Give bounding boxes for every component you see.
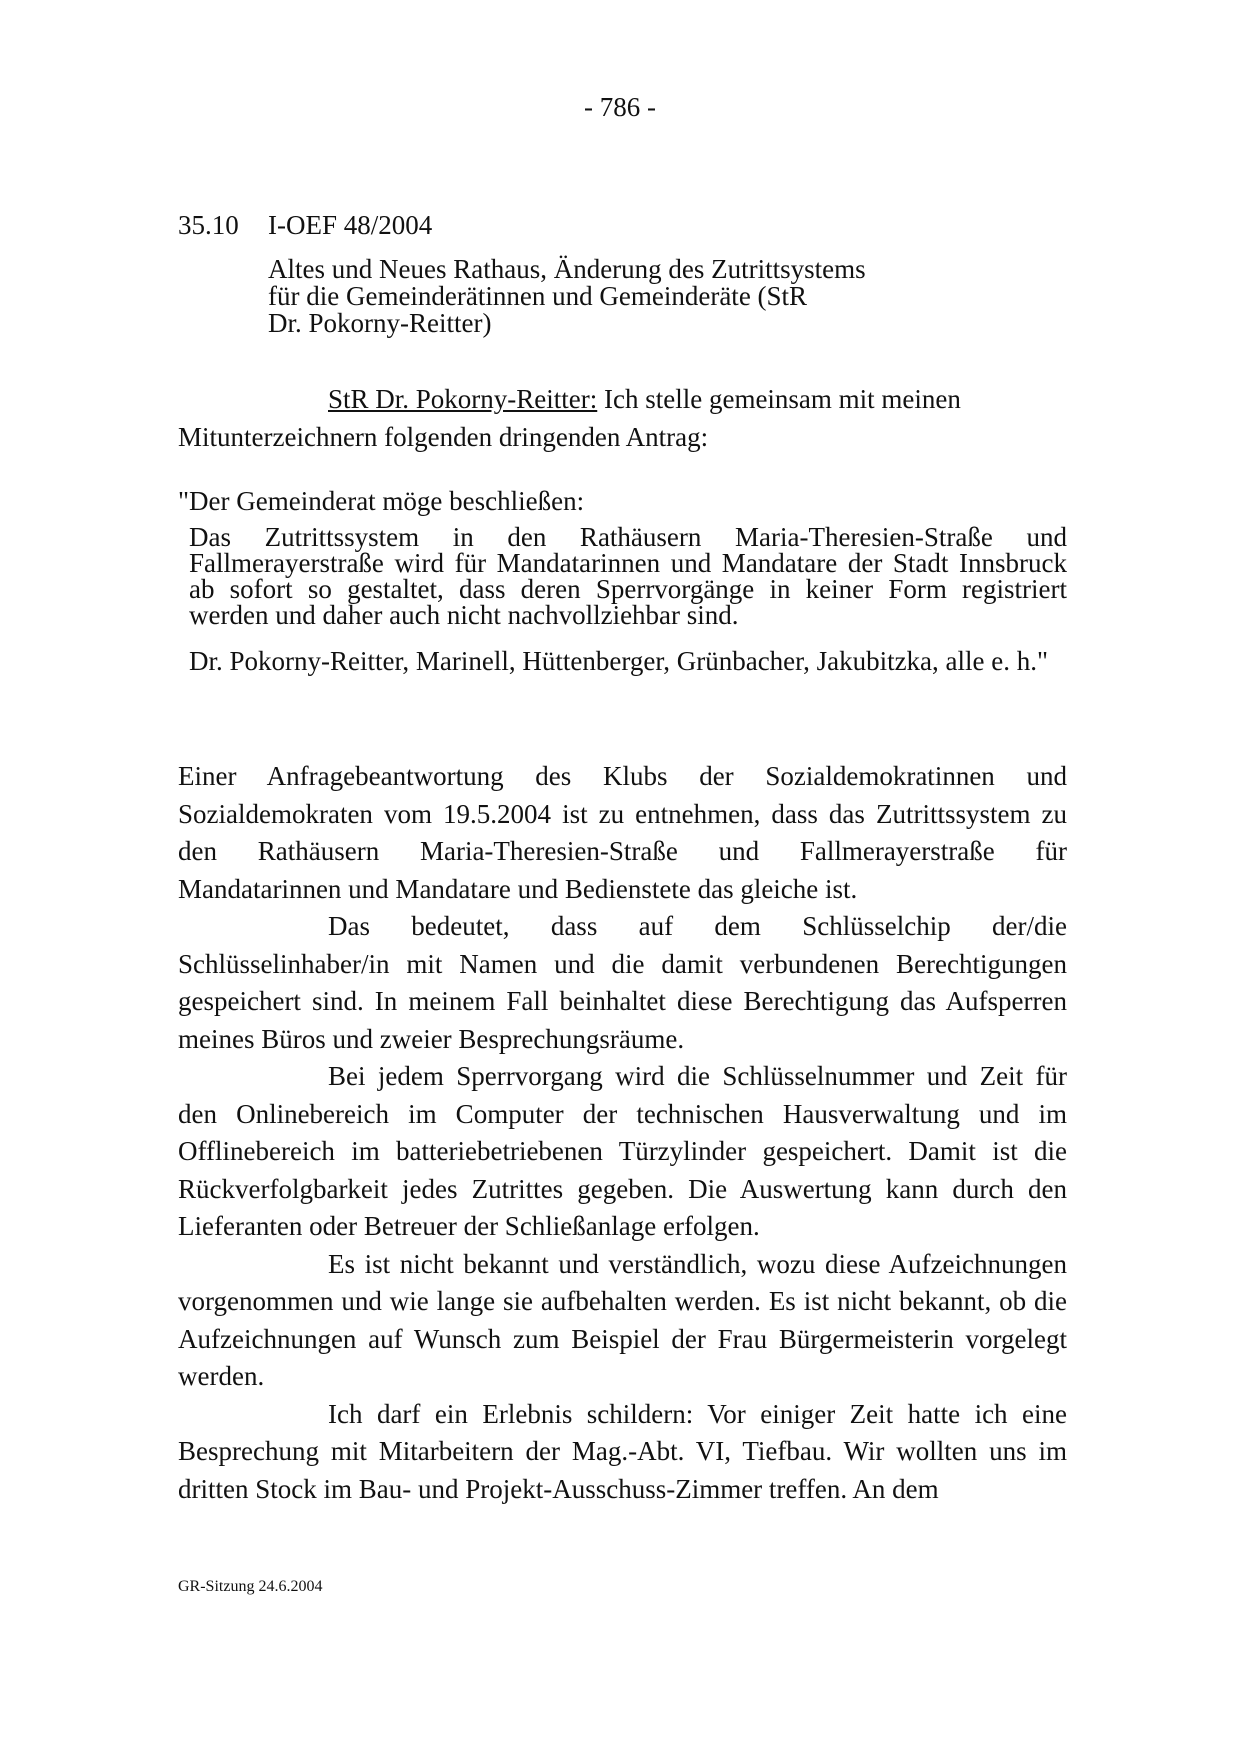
speaker-intro-continuation: Mitunterzeichnern folgenden dringenden Antrag:	[178, 422, 709, 452]
agenda-item-heading	[178, 210, 432, 240]
speaker-name: StR Dr. Pokorny-Reitter:	[328, 384, 598, 414]
agenda-item-code: I-OEF 48/2004	[268, 210, 433, 240]
agenda-item-title-line: Altes und Neues Rathaus, Änderung des Zutrittsystems	[268, 254, 866, 284]
body-paragraph: Bei jedem Sperrvorgang wird die Schlüsselnummer und Zeit für den Onlinebereich im Computer der technischen Hausverwaltung und im Offlinebereich im batteriebetriebenen Türzylinder gespeichert. Damit ist die Rückverfolgbarkeit jedes Zutrittes gegeben. Die Auswertung kann durch den Lieferanten oder Betreuer der Schließanlage erfolgen.	[178, 1061, 1067, 1241]
body-paragraph: Einer Anfragebeantwortung des Klubs der Sozialdemokratinnen und Sozialdemokraten vom 19.5.2004 ist zu entnehmen, dass das Zutrittssystem zu den Rathäusern Maria-Theresien-Straße und Fallmerayerstraße für Mandatarinnen und Mandatare und Bedienstete das gleiche ist.	[178, 761, 1067, 904]
body-text	[178, 758, 1067, 1508]
motion-heading: "Der Gemeinderat möge beschließen:	[178, 486, 585, 516]
motion-signers: Dr. Pokorny-Reitter, Marinell, Hüttenberger, Grünbacher, Jakubitzka, alle e. h."	[189, 646, 1049, 676]
speaker-intro	[178, 380, 1068, 456]
agenda-item-number: 35.10	[178, 210, 239, 240]
motion-body: Das Zutrittssystem in den Rathäusern Maria-Theresien-Straße und Fallmerayerstraße wird für Mandatarinnen und Mandatare der Stadt Innsbruck ab sofort so gestaltet, dass deren Sperrvorgänge in keiner Form registriert werden und daher auch nicht nachvollziehbar sind.	[189, 522, 1067, 630]
agenda-item-title-line: für die Gemeinderätinnen und Gemeinderäte (StR	[268, 281, 808, 311]
body-paragraph: Es ist nicht bekannt und verständlich, wozu diese Aufzeichnungen vorgenommen und wie lange sie aufbehalten werden. Es ist nicht bekannt, ob die Aufzeichnungen auf Wunsch zum Beispiel der Frau Bürgermeisterin vorgelegt werden.	[178, 1248, 1067, 1391]
page-number: - 786 -	[584, 92, 656, 122]
agenda-item-title	[268, 256, 968, 337]
page-footer: GR-Sitzung 24.6.2004	[178, 1578, 323, 1595]
speaker-intro-text: Ich stelle gemeinsam mit meinen	[597, 384, 961, 414]
body-paragraph: Das bedeutet, dass auf dem Schlüsselchip der/die Schlüsselinhaber/in mit Namen und die damit verbundenen Berechtigungen gespeichert sind. In meinem Fall beinhaltet diese Berechtigung das Aufsperren meines Büros und zweier Besprechungsräume.	[178, 911, 1067, 1054]
agenda-item-title-line: Dr. Pokorny-Reitter)	[268, 308, 492, 338]
body-paragraph: Ich darf ein Erlebnis schildern: Vor einiger Zeit hatte ich eine Besprechung mit Mitarbeitern der Mag.-Abt. VI, Tiefbau. Wir wollten uns im dritten Stock im Bau- und Projekt-Ausschuss-Zimmer treffen. An dem	[178, 1398, 1067, 1504]
